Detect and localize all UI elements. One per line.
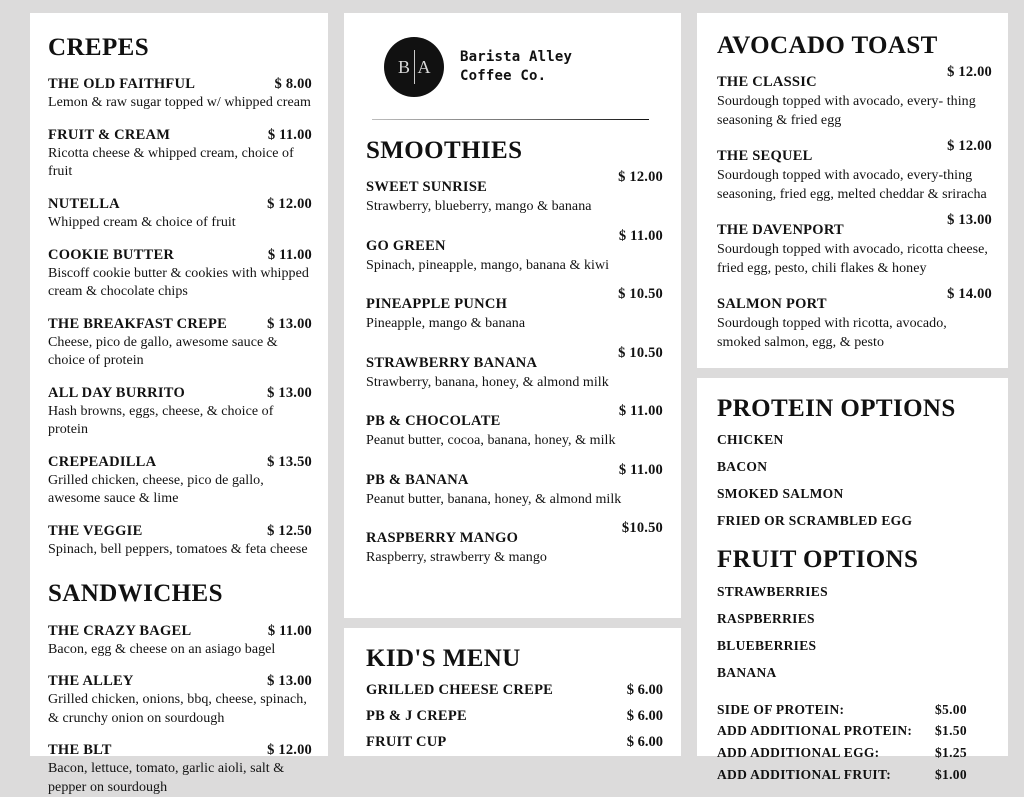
kids-menu-item-name: GRILLED CHEESE CREPE: [366, 682, 554, 699]
menu-item-name: THE CLASSIC: [717, 74, 817, 91]
menu-item-price: $ 11.00: [267, 246, 312, 263]
menu-item-name: STRAWBERRY BANANA: [366, 354, 538, 371]
avocado-toast-card: [697, 13, 1008, 368]
menu-item-price: $ 12.50: [267, 522, 312, 539]
menu-item-name: COOKIE BUTTER: [48, 246, 175, 263]
kids-menu-card: [344, 628, 681, 756]
menu-item: [366, 169, 663, 216]
menu-item-name: THE ALLEY: [48, 673, 134, 690]
menu-item: [717, 212, 992, 278]
menu-item-description: Biscoff cookie butter & cookies with whipped cream & chocolate chips: [48, 265, 309, 300]
menu-item-description: Sourdough topped with avocado, every-thing seasoning, fried egg, melted cheddar & sriracha: [717, 168, 987, 202]
menu-item-head: [48, 126, 312, 144]
menu-item: [366, 227, 663, 275]
menu-item: [48, 195, 312, 233]
menu-item-head: [366, 520, 663, 548]
kids-menu-item-price: $ 6.00: [626, 708, 663, 725]
menu-item-price: $ 14.00: [947, 286, 992, 303]
menu-item-description: Sourdough topped with avocado, ricotta cheese, fried egg, pesto, chili flakes & honey: [717, 242, 988, 276]
menu-item-description: Ricotta cheese & whipped cream, choice of fruit: [48, 145, 294, 180]
menu-item: [48, 246, 312, 302]
menu-item-head: [48, 384, 312, 402]
logo-letter-a: A: [417, 57, 431, 77]
options-card: [697, 378, 1008, 783]
menu-item-head: [366, 344, 663, 373]
menu-item-head: [48, 622, 312, 640]
menu-item-name: SWEET SUNRISE: [366, 179, 488, 196]
smoothies-section-title: SMOOTHIES: [366, 137, 523, 164]
menu-item-price: $ 12.00: [947, 64, 992, 81]
sandwiches-item-list: [48, 622, 312, 797]
menu-item-head: [717, 286, 992, 314]
menu-item-price: $ 12.00: [267, 742, 312, 759]
menu-item: [48, 672, 312, 728]
menu-item-head: [717, 138, 992, 166]
menu-item-description: Sourdough topped with ricotta, avocado, smoked salmon, egg, & pesto: [717, 316, 947, 350]
menu-item-price: $ 13.00: [267, 673, 312, 690]
menu-item-name: NUTELLA: [48, 195, 120, 212]
menu-item-description: Grilled chicken, cheese, pico de gallo, awesome sauce & lime: [48, 472, 264, 507]
menu-item-price: $ 11.00: [618, 403, 663, 420]
menu-item-head: [48, 195, 312, 213]
menu-item-head: [366, 227, 663, 256]
menu-item-name: SALMON PORT: [717, 296, 827, 313]
menu-item-head: [48, 75, 312, 93]
menu-item-description: Pineapple, mango & banana: [366, 316, 526, 332]
avocado-toast-item-list: [717, 64, 992, 352]
brand-name-line2: Coffee Co.: [460, 68, 547, 84]
menu-item-price: $ 13.00: [947, 212, 992, 229]
menu-item: [48, 315, 312, 371]
menu-item: [366, 403, 663, 450]
addon-price: $1.50: [935, 723, 967, 739]
menu-item-price: $ 12.00: [947, 138, 992, 155]
menu-item-price: $ 10.50: [618, 286, 663, 303]
header-divider-rule: [372, 119, 649, 120]
menu-item-price: $ 13.00: [267, 384, 312, 401]
menu-item-name: FRUIT & CREAM: [48, 126, 171, 143]
menu-item: [717, 64, 992, 130]
protein-option-item: SMOKED SALMON: [717, 486, 844, 502]
center-column: [344, 13, 681, 756]
kids-menu-item-price: $ 6.00: [626, 682, 663, 699]
protein-options-section-title: PROTEIN OPTIONS: [717, 395, 956, 422]
menu-item-description: Spinach, pineapple, mango, banana & kiwi: [366, 257, 610, 273]
addon-row: [717, 764, 992, 786]
menu-item-description: Spinach, bell peppers, tomatoes & feta cheese: [48, 541, 308, 557]
menu-item-head: [717, 212, 992, 240]
menu-item-name: GO GREEN: [366, 237, 446, 254]
menu-item-price: $ 11.00: [267, 622, 312, 639]
kids-menu-section-title: KID'S MENU: [366, 645, 521, 672]
crepes-section-title: CREPES: [48, 34, 150, 61]
crepes-sandwiches-card: [30, 13, 328, 795]
addon-row: [717, 720, 992, 742]
menu-item: [366, 286, 663, 333]
addon-price: $5.00: [935, 701, 967, 717]
smoothies-item-list: [366, 169, 663, 567]
fruit-option-item: RASPBERRIES: [717, 610, 815, 626]
menu-item-name: THE OLD FAITHFUL: [48, 76, 196, 93]
protein-option-item: BACON: [717, 459, 768, 475]
menu-item: [48, 741, 312, 797]
menu-item-head: [48, 315, 312, 333]
fruit-option-item: STRAWBERRIES: [717, 583, 828, 599]
menu-item-name: ALL DAY BURRITO: [48, 384, 185, 401]
kids-menu-item: [366, 734, 663, 751]
menu-item-description: Grilled chicken, onions, bbq, cheese, spinach, & crunchy onion on sourdough: [48, 692, 307, 726]
kids-menu-item: [366, 708, 663, 725]
menu-item-name: RASPBERRY MANGO: [366, 530, 519, 547]
menu-item-price: $ 11.00: [618, 227, 663, 244]
menu-item-description: Cheese, pico de gallo, awesome sauce & choice of protein: [48, 334, 278, 369]
addon-row: [717, 742, 992, 764]
fruit-option-item: BANANA: [717, 664, 777, 680]
menu-item-name: THE DAVENPORT: [717, 222, 844, 239]
menu-item-head: [48, 246, 312, 264]
menu-item: [717, 138, 992, 204]
fruit-options-list: [717, 584, 992, 681]
addon-label: ADD ADDITIONAL FRUIT:: [717, 767, 892, 783]
menu-item: [48, 384, 312, 440]
menu-item-name: PINEAPPLE PUNCH: [366, 296, 508, 313]
brand-name-line1: Barista Alley: [460, 49, 573, 66]
menu-item-description: Sourdough topped with avocado, every- thing seasoning & fried egg: [717, 94, 976, 128]
menu-item-head: [366, 169, 663, 197]
menu-item-description: Strawberry, banana, honey, & almond milk: [366, 374, 609, 390]
protein-options-list: [717, 432, 992, 529]
menu-item-price: $ 10.50: [618, 344, 663, 361]
fruit-option-item: BLUEBERRIES: [717, 637, 817, 653]
menu-item: [366, 344, 663, 392]
menu-item-description: Hash browns, eggs, cheese, & choice of protein: [48, 403, 274, 438]
addons-price-list: [717, 699, 992, 786]
addon-label: ADD ADDITIONAL EGG:: [717, 745, 880, 761]
menu-item-head: [48, 672, 312, 690]
protein-option-item: FRIED OR SCRAMBLED EGG: [717, 513, 913, 529]
menu-item-head: [366, 286, 663, 314]
menu-item-price: $ 11.00: [267, 126, 312, 143]
menu-item-name: PB & CHOCOLATE: [366, 413, 501, 430]
addon-row: [717, 699, 992, 721]
menu-item: [48, 126, 312, 182]
crepes-item-list: [48, 75, 312, 559]
menu-item-price: $ 13.50: [267, 453, 312, 470]
menu-item: [48, 522, 312, 560]
menu-item-description: Bacon, lettuce, tomato, garlic aioli, salt & pepper on sourdough: [48, 761, 285, 795]
menu-item-price: $10.50: [621, 520, 663, 537]
addon-label: SIDE OF PROTEIN:: [717, 701, 845, 717]
menu-item-description: Strawberry, blueberry, mango & banana: [366, 199, 592, 215]
right-column: [697, 13, 1008, 783]
menu-item-name: THE BREAKFAST CREPE: [48, 315, 228, 332]
menu-item: [366, 520, 663, 567]
ba-monogram-icon: [384, 37, 444, 97]
menu-item-head: [48, 522, 312, 540]
menu-item-description: Raspberry, strawberry & mango: [366, 550, 547, 566]
menu-item: [48, 622, 312, 660]
brand-name: [460, 48, 572, 86]
menu-item-description: Peanut butter, banana, honey, & almond milk: [366, 491, 622, 507]
left-column: [30, 13, 328, 795]
menu-item-description: Whipped cream & choice of fruit: [48, 215, 236, 231]
menu-item-price: $ 11.00: [618, 461, 663, 478]
addon-price: $1.00: [935, 767, 967, 783]
menu-item-name: CREPEADILLA: [48, 453, 157, 470]
menu-item-price: $ 12.00: [618, 169, 663, 186]
menu-item-price: $ 12.00: [267, 195, 312, 212]
menu-item-name: THE CRAZY BAGEL: [48, 622, 192, 639]
kids-menu-item-name: FRUIT CUP: [366, 734, 447, 751]
sandwiches-section-title: SANDWICHES: [48, 580, 223, 608]
menu-item: [366, 461, 663, 509]
menu-item-name: THE VEGGIE: [48, 522, 143, 539]
menu-item-name: THE SEQUEL: [717, 148, 813, 165]
kids-menu-item-name: PB & J CREPE: [366, 708, 467, 725]
menu-item: [717, 286, 992, 352]
menu-item-description: Bacon, egg & cheese on an asiago bagel: [48, 641, 276, 657]
kids-item-list: [366, 682, 663, 751]
addon-price: $1.25: [935, 745, 967, 761]
addon-label: ADD ADDITIONAL PROTEIN:: [717, 723, 913, 739]
fruit-options-section-title: FRUIT OPTIONS: [717, 546, 919, 574]
kids-menu-item: [366, 682, 663, 699]
menu-item-head: [717, 64, 992, 92]
menu-item-head: [366, 403, 663, 431]
menu-item-head: [48, 741, 312, 759]
protein-option-item: CHICKEN: [717, 432, 784, 448]
menu-item-name: THE BLT: [48, 742, 112, 759]
menu-item-price: $ 13.00: [267, 315, 312, 332]
menu-item-head: [366, 461, 663, 490]
brand-smoothies-card: [344, 13, 681, 618]
menu-item-price: $ 8.00: [274, 76, 312, 93]
menu-item-description: Peanut butter, cocoa, banana, honey, & milk: [366, 433, 616, 449]
avocado-toast-section-title: AVOCADO TOAST: [717, 32, 938, 59]
kids-menu-item-price: $ 6.00: [626, 734, 663, 751]
logo-letter-b: B: [397, 57, 410, 77]
menu-item: [48, 453, 312, 509]
menu-item-description: Lemon & raw sugar topped w/ whipped cream: [48, 95, 311, 111]
menu-item-name: PB & BANANA: [366, 471, 469, 488]
menu-item-head: [48, 453, 312, 471]
brand-logo: [366, 33, 663, 97]
menu-item: [48, 75, 312, 113]
